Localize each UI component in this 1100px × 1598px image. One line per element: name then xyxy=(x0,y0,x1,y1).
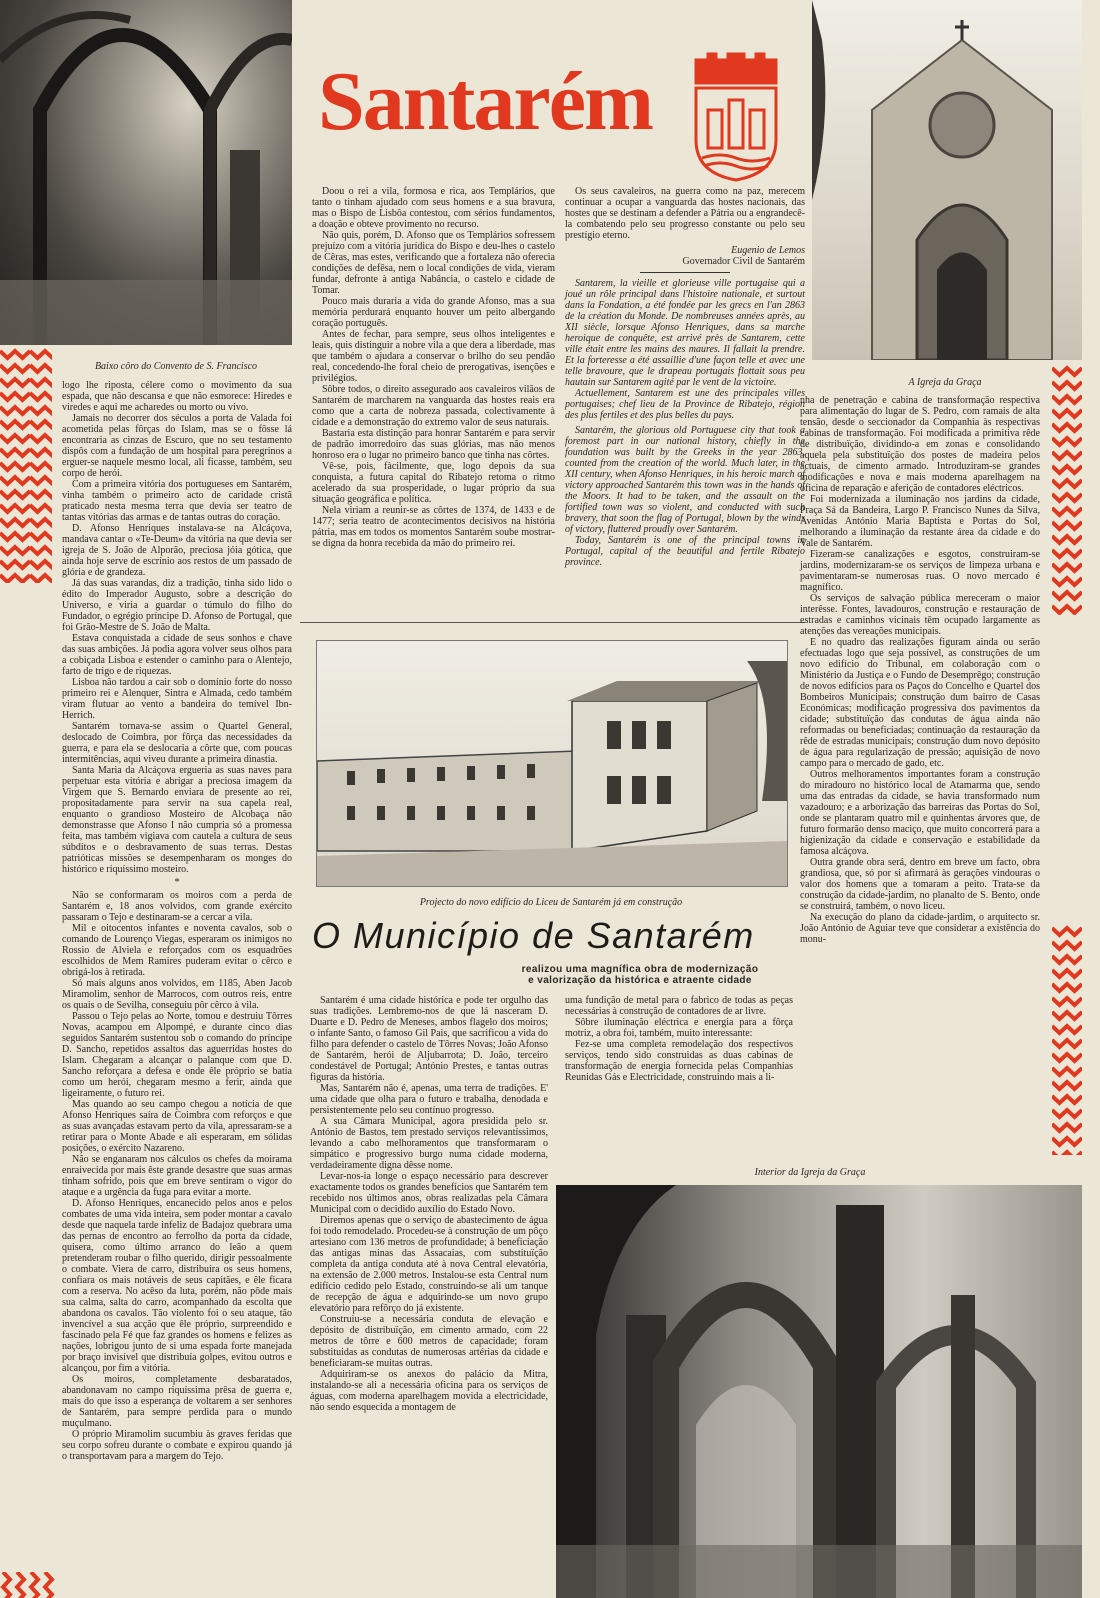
center-top-right-column xyxy=(565,186,805,568)
paragraph: Só mais alguns anos volvidos, em 1185, Aben Jacob Miramolim, senhor de Marrocos, com outros reis, entre os quais o de Sevilha, conseguiu pôr cêrco à vila. xyxy=(62,978,292,1011)
paragraph: Não se conformaram os moiros com a perda de Santarém e, 18 anos volvidos, com grande exército passaram o Tejo e destinaram-se a cercar a vila. xyxy=(62,890,292,923)
church-interior-illustration xyxy=(556,1185,1082,1598)
article-column-3 xyxy=(800,395,1040,945)
paragraph: Os seus cavaleiros, na guerra como na paz, merecem continuar a ocupar a vanguarda das hostes nacionais, das hostes que se destinam a defender a Pátria ou a engrandecê-la combatendo pelo seu progresso constante ou pelo seu prestígio eterno. xyxy=(565,186,805,241)
paragraph: Os moiros, completamente desbaratados, abandonavam no campo riquíssima prêsa de guerra e, mais do que isso a esperança de voltarem a ser senhores de Santarém, para sempre perdida para o mundo muçulmano. xyxy=(62,1374,292,1429)
paragraph: Adquiriram-se os anexos do palácio da Mitra, instalando-se ali a necessária oficina para os serviços de águas, com moderna aparelhagem movida a electricidade, não sendo esquecida a montagem de xyxy=(310,1369,548,1413)
paragraph: Mas quando ao seu campo chegou a notícia de que Afonso Henriques saíra de Coimbra com reforços e que as suas avançadas estavam perto da vila, apressaram-se a retirar para o Monte Abade e ali esperaram, em sólidas posições, o exército Nazareno. xyxy=(62,1099,292,1154)
paragraph: D. Afonso Henriques instalava-se na Alcáçova, mandava cantar o «Te-Deum» da vitória na que devia ser igreja de S. João de Alporão, preciosa jóia gótica, que ainda hoje serve de escrínio aos restos de um passado de glória e de grandeza. xyxy=(62,523,292,578)
paragraph: A sua Câmara Municipal, agora presidida pelo sr. António de Bastos, tem prestado serviços relevantíssimos, levando a cabo melhoramentos que transformaram o simpático e progressivo burgo numa cidade moderna, verdadeiramente digna dêsse nome. xyxy=(310,1116,548,1171)
paragraph: Passou o Tejo pelas ao Norte, tomou e destruiu Tôrres Novas, acampou em Alpompé, e durante cinco dias seguidos Santarém sustentou sob o comando do príncipe D. Sancho, repetidos assaltos das aguerridas hostes do Islam. Chegaram a alcançar o palanque com que D. Sancho reforçara a defesa e onde êle próprio se batia como um herói, chegaram mesmo a ferir, ainda que ligeiramente, o futuro rei. xyxy=(62,1011,292,1099)
signature-name: Eugenio de Lemos xyxy=(731,245,805,256)
caption-liceu: Projecto do novo edifício do Liceu de Santarém já em construção xyxy=(419,897,683,908)
paragraph: Outros melhoramentos importantes foram a construção do miradouro no histórico local de Atamarma que, sendo uma das entradas da cidade, se havia transformado num vazadouro; e a arborização das barreiras das Portas do Sol, onde se plantaram quatro mil e quinhentas árvores que, de futuro formarão denso maciço, que muito concorrerá para a higienização da cidade e conservação e estabilidade da famosa alcáçova. xyxy=(800,769,1040,857)
paragraph: uma fundição de metal para o fabrico de todas as peças necessárias à construção de contadores de ar livre. xyxy=(565,995,793,1017)
paragraph: Na execução do plano da cidade-jardim, o arquitecto sr. João António de Aguiar teve que considerar a existência do monu- xyxy=(800,912,1040,945)
article-headline: O Município de Santarém xyxy=(312,915,755,956)
paragraph: Mil e oitocentos infantes e noventa cavalos, sob o comando de Lourenço Viegas, esperaram os inimigos no Rossio de Alviela e reforçados com os esquadrões escolhidos de Mem Ramires puderam evitar o cêrco e obrigá-los à retirada. xyxy=(62,923,292,978)
photo-interior-igreja-graca xyxy=(556,1185,1082,1598)
paragraph-french: Santarem, la vieille et glorieuse ville portugaise qui a joué un rôle principal dans l'histoire nationale, et surtout dans la Fondation, a été fondée par les grecs en l'an 2863 de la création du Monde. De nombreuses années après, au XII siècle, lorsque Afonso Henriques, dans sa marche heroique de conquête, est arrivé près de Santarem, cette ville était entre les mains des maures. Il fallait la prendre. Et la forteresse a été assaillie d'une façon telle et avec une telle bravoure, que le drapeau portugais flottait sous peu hautain sur Santarem agité par le vent de la victoire. xyxy=(565,278,805,388)
paragraph: Nela viriam a reunir-se as côrtes de 1374, de 1433 e de 1477; seria teatro de acontecimentos decisivos na história pátria, mas em todos os momentos Santarém soube mostrar-se digna da honra recebida da mão do primeiro rei. xyxy=(312,505,555,549)
paragraph: Levar-nos-ia longe o espaço necessário para descrever exactamente todos os grandes benefícios que Santarém tem recebido nos últimos anos, obras realizadas pela Câmara Municipal com o decidido auxílio do Estado Novo. xyxy=(310,1171,548,1215)
decorative-zigzag-right-mid xyxy=(1052,925,1082,1155)
paragraph: Pouco mais duraria a vida do grande Afonso, mas a sua memória perdurará enquanto houver um peito albergando coração português. xyxy=(312,296,555,329)
photo-convento-s-francisco xyxy=(0,0,292,345)
paragraph: Santarém tornava-se assim o Quartel General, deslocado de Coimbra, por fôrça das necessidades da guerra, e para ela se deslocaria a côrte que, com poucas intermitências, aqui viveu durante a primeira dinastia. xyxy=(62,721,292,765)
school-building-illustration xyxy=(317,641,787,886)
caption-igreja-graca: A Igreja da Graça xyxy=(908,377,982,388)
paragraph: Lisboa não tardou a cair sob o domínio forte do nosso primeiro rei e Alenquer, Sintra e Almada, cedo também viram flutuar ao vento a bandeira do temível Ibn-Herrich. xyxy=(62,677,292,721)
paragraph: Diremos apenas que o serviço de abastecimento de água foi todo remodelado. Procedeu-se à construção de um pôço artesiano com 136 metros de profundidade; à beneficiação das antigas minas das Assacaias, com substituïção completa da antiga conduta até à nova Central elevatória, na extensão de 2.000 metros. Instalou-se esta Central num edifício cedido pelo Estado, construindo-se ali um tanque de recepção de água e adquirindo-se um novo grupo elevatório para refôrço do já existente. xyxy=(310,1215,548,1314)
paragraph: Já das suas varandas, diz a tradição, tinha sido lido o édito do Imperador Augusto, sobre a descrição do Universo, e viria a guardar o túmulo do filho do Fundador, o egrégio príncipe D. Afonso de Portugal, que foi Grão-Mestre de S. João de Malta. xyxy=(62,578,292,633)
paragraph: Construiu-se a necessária conduta de elevação e depósito de distribuïção, em cimento armado, com 22 metros de tôrre e 600 metros de capacidade; foram substituidas as condutas de numerosas artérias da cidade e beneficiaram-se muitas outras. xyxy=(310,1314,548,1369)
paragraph: Santarém é uma cidade histórica e pode ter orgulho das suas tradições. Lembremo-nos de que lá nasceram D. Duarte e D. Pedro de Meneses, ambos flagelo dos moiros; o infante Santo, o famoso Gil Pais, que sacrificou a vida do filho para defender o castelo de Tôrres Novas; João Afonso de Santarém, herói de Aljubarrota; D. João, terceiro condestável de Portugal; António Prestes, e tantas outras figuras da história. xyxy=(310,995,548,1083)
paragraph: Doou o rei a vila, formosa e rica, aos Templários, que tanto o tinham ajudado com seus homens e a sua bravura, mas o Bispo de Lisbôa contestou, com sérios fundamentos, a doação e obteve provimento no recurso. xyxy=(312,186,555,230)
subheadline-line-2: e valorização da histórica e atraente cidade xyxy=(528,975,752,986)
left-column-text xyxy=(62,380,292,1462)
decorative-zigzag-right-top xyxy=(1052,365,1082,615)
paragraph-french: Actuellement, Santarem est une des principales villes portugaises; chef lieu de la Province de Ribatejo, région des plus fertiles et des plus belles du pays. xyxy=(565,388,805,421)
paragraph: Não se enganaram nos cálculos os chefes da moirama enraivecida por mais êste grande desastre que suas armas tinham sofrido, pois que em breve sentiram o vigor do ataque e a urgência da fuga para evitar a morte. xyxy=(62,1154,292,1198)
paragraph-english: Santarém, the glorious old Portuguese city that took a foremost part in our national history, chiefly in the foundation was built by the Greeks in the year 2863, counted from the creation of the world. Much later, in the XII century, when Afonso Henriques, in his heroic march of victory approached Santarém this town was in the hands of the Moors. It had to be taken, and the assault on the fortified town was so violent, and conducted with such bravery, that soon the flag of Portugal, blown by the winds of victory, fluttered proudly over Santarém. xyxy=(565,425,805,535)
article-column-2 xyxy=(565,995,793,1083)
paragraph-english: Today, Santarém is one of the principal towns in Portugal, capital of the beautiful and fertile Ribatejo province. xyxy=(565,535,805,568)
gothic-vault-illustration xyxy=(0,0,292,345)
paragraph: Jamais no decorrer dos séculos a porta de Valada foi acometida pelas fôrças do Islam, mas se o fôsse lá encontraria as cinzas de Escuro, que no seu testamento dispôs com a fundação de um hospital para peregrinos a erguer-se naquele mesmo local, ali ficasse, também, seu corpo de herói. xyxy=(62,413,292,479)
paragraph: D. Afonso Henriques, encanecido pelos anos e pelos combates de uma vida inteira, sem poder montar a cavalo desde que naquela tarde infeliz de Badajoz quebrara uma das pernas de encontro ao ferrolho da porta da cidade, quisera, como último arranco do leão a quem pretenderam roubar o filho querido, dirigir pessoalmente o combate. Viera de carro, distribuíra os seus homens, confiara os mais notáveis de seus capitães, e êle ficara com a reserva. No acêso da luta, porém, não pôde mais sua calma, salta do carro, acompanhado da escolta que abandona os cavalos. Tão violento foi o seu ataque, tão invencível a sua acção que êle próprio, surpreendido e fascinado pela Fé que faz grandes os homens e felizes as nações, lobrigou junto de si uma espada forte manejada por braço invisível que distribuía golpes, evitou outros e alcançou, por fim a vitória. xyxy=(62,1198,292,1374)
photo-liceu-projecto xyxy=(316,640,788,887)
paragraph: Foi modernizada a iluminação nos jardins da cidade, Praça Sá da Bandeira, Largo P. Francisco Nunes da Silva, Avenidas António Maria Baptista e Portas do Sol, melhorando a iluminação da restante área da cidade e do Vale de Santarém. xyxy=(800,494,1040,549)
divider xyxy=(640,272,730,273)
signature-title: Governador Civil de Santarém xyxy=(682,256,805,267)
paragraph: E no quadro das realizações figuram ainda ou serão efectuadas logo que seja possível, as construções de um novo edifício do Tribunal, em colaboração com o Ministério da Justiça e o Fundo de Desemprêgo; construção de novos edifícios para os Paços do Concelho e Quartel dos Bombeiros Municipais; construção dum bairro de Casas Económicas; modificação progressiva dos pavimentos da cidade; substituïção das condutas de água ainda não reformadas ou beneficiadas; continuação da restauração da rêde de estradas municipais; construção dum novo depósito de água para regularização de pressão; aquisição de novo campo para o mercado de gado, etc. xyxy=(800,637,1040,769)
caption-interior: Interior da Igreja da Graça xyxy=(754,1167,866,1178)
center-top-left-column xyxy=(312,186,555,549)
paragraph: Com a primeira vitória dos portugueses em Santarém, vinha também o primeiro acto de caridade cristã praticado nesta mesma terra que devia ser teatro de tantas vitórias das armas e de tantas outras do coração. xyxy=(62,479,292,523)
decorative-zigzag-left-top xyxy=(0,348,52,583)
paragraph: Não quis, porém, D. Afonso que os Templários sofressem prejuízo com a vitória jurídica do Bispo e deu-lhes o castelo de Cêras, mas estes, verificando que a fortaleza não oferecia condições de defêsa, nem o local condições de vida, vieram fundar, defronte à antiga Nabância, o castelo e cidade de Tomar. xyxy=(312,230,555,296)
paragraph: Fez-se uma completa remodelação dos respectivos serviços, tendo sido construidas as duas cabinas de transformação de energia fornecida pelas Companhias Reunidas Gás e Electricidade, construindo mais a li- xyxy=(565,1039,793,1083)
masthead-title: Santarém xyxy=(318,55,652,148)
decorative-zigzag-bottom xyxy=(0,1572,55,1598)
paragraph: Os serviços de salvação pública mereceram o maior interêsse. Fontes, lavadouros, construção e restauração de estradas e caminhos vicinais têm ocupado largamente as atenções das vereações municipais. xyxy=(800,593,1040,637)
paragraph: Sôbre iluminação eléctrica e energia para a fôrça motriz, a obra foi, também, muito interessante: xyxy=(565,1017,793,1039)
paragraph: nha de penetração e cabina de transformação respectiva para alimentação do lugar de S. Pedro, com ramais de alta tensão, desde o seccionador da Companhia às respectivas cabinas de transformação. Foi modificada a primitiva rêde de distribuïção, dividindo-a em zonas e consolidando aquela pela substituïção dos postes de madeira pelos actuais, de cimento armado. Introduziram-se grandes modificações e nova e mais moderna aparelhagem na oficina de reparação e aferição de contadores eléctricos. xyxy=(800,395,1040,494)
paragraph: Santa Maria da Alcáçova ergueria as suas naves para perpetuar esta vitória e abrigar a preciosa imagem da Virgem que S. Bernardo enviara de presente ao rei, propositadamente para servir na sua capela real, enquanto o grandioso Mosteiro de Alcobaça não demonstrasse que Afonso I não cumpria só a promessa feita, mas também vigiava com cautela a cultura de seus súbditos e o desbravamento de suas terras. Destas patrióticas missões se desempenharam os monges do histórico e riquíssimo mosteiro. xyxy=(62,765,292,875)
church-facade-illustration xyxy=(812,0,1082,360)
paragraph: Antes de fechar, para sempre, seus olhos inteligentes e leais, quis distinguir a nobre vila a que dera a liberdade, mas que também o ajudara a conservar o brilho do seu pendão real, concedendo-lhe foral cheio de prerogativas, isenções e privilégios. xyxy=(312,329,555,384)
paragraph: Vê-se, pois, fàcilmente, que, logo depois da sua conquista, a futura capital do Ribatejo retoma o ritmo acelerado da sua prosperidade, o lugar próprio da sua situação geográfica e política. xyxy=(312,461,555,505)
paragraph: Sôbre todos, o direito assegurado aos cavaleiros vilãos de Santarém de marcharem na vanguarda das hostes reais era como que a carta de nobreza passada, colectivamente à cidade e a demonstração do extremo valor de seus naturais. xyxy=(312,384,555,428)
paragraph: Outra grande obra será, dentro em breve um facto, obra grandiosa, que, só por si afirmará às gerações vindouras o valor dos homens que a tomaram a peito. Trata-se da construção da cidade-jardim, no planalto de S. Bento, onde se construirá, também, o novo liceu. xyxy=(800,857,1040,912)
subheadline-line-1: realizou uma magnífica obra de modernização xyxy=(521,964,759,975)
article-column-1 xyxy=(310,995,548,1413)
paragraph: O próprio Miramolim sucumbiu às graves feridas que seu corpo sofreu durante o combate e expirou quando já o transportavam para a margem do Tejo. xyxy=(62,1429,292,1462)
photo-igreja-da-graca xyxy=(812,0,1082,360)
article-subheadline xyxy=(480,964,800,986)
santarem-crest-icon xyxy=(690,48,782,183)
paragraph: logo lhe riposta, célere como o movimento da sua espada, que não descansa e que não esmorece: Hiredes e viredes e aqui me acharedes ou morto ou vivo. xyxy=(62,380,292,413)
divider-line xyxy=(300,622,805,623)
paragraph: Estava conquistada a cidade de seus sonhos e chave das suas ambições. Já podia agora volver seus olhos para a cobiçada Lisboa e estender o caminho para o Alentejo, farto de trigo e de riquezas. xyxy=(62,633,292,677)
paragraph: Bastaria esta distinção para honrar Santarém e para servir de padrão imorredoiro das suas glórias, mas não menos honroso era o lugar no primeiro banco que tinha nas côrtes. xyxy=(312,428,555,461)
caption-convento: Baixo côro do Convento de S. Francisco xyxy=(94,361,258,372)
paragraph: Mas, Santarém não é, apenas, uma terra de tradições. E' uma cidade que olha para o futuro e trabalha, denodada e persistentemente pelo seu contínuo progresso. xyxy=(310,1083,548,1116)
paragraph: Fizeram-se canalizações e esgotos, construiram-se jardins, modernizaram-se os serviços de limpeza urbana e pavimentaram-se numerosas ruas. O novo mercado é magnífico. xyxy=(800,549,1040,593)
section-separator: * xyxy=(174,877,180,888)
